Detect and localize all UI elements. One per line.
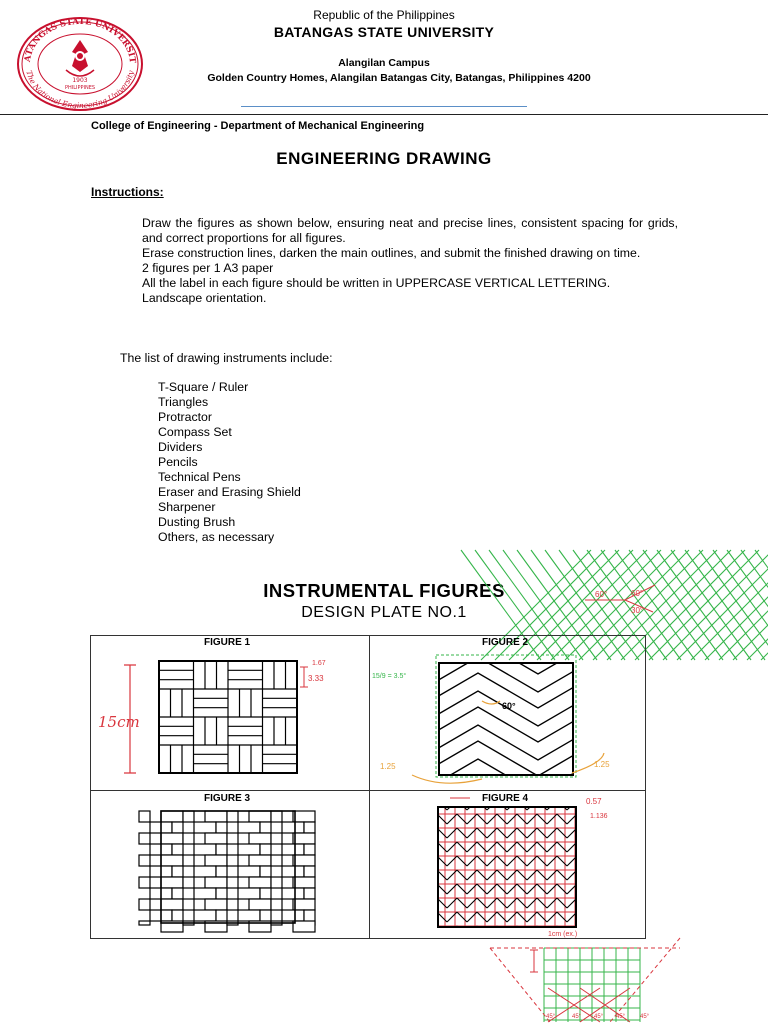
fig3-brick [205,811,227,822]
fig3-brick [172,888,183,899]
fig3-brick [139,811,150,822]
fig2-right-label: 1.25 [594,760,610,769]
fig1-tick-label: 1.67 [312,660,326,667]
fig3-brick [183,811,194,822]
fig3-brick [282,888,304,899]
fig3-brick [205,833,227,844]
fig3-brick [293,833,315,844]
bottom-angle: 45° [640,1014,650,1020]
fig3-brick [172,844,183,855]
seal-year: 1903 [72,77,88,84]
fig3-brick [260,866,271,877]
fig3-brick [293,855,315,866]
fig3-brick [216,844,227,855]
fig3-brick [304,866,315,877]
fig4-herringbone-line [477,940,487,950]
fig3-brick [205,855,227,866]
fig3-brick [249,899,271,910]
fig3-brick [260,844,271,855]
fig3-brick [139,921,150,925]
fig4-herringbone-line [457,940,467,950]
fig3-brick [293,899,315,910]
fig1-cell-label: 3.33 [308,674,324,683]
fig4-herringbone-line [467,940,477,950]
fig2-ratio-label: 15/9 = 3.5° [372,673,407,680]
fig3-brick [139,877,150,888]
fig3-brick [249,811,271,822]
department-line: College of Engineering - Department of Mechanical Engineering [91,120,425,132]
fig2-angle-label: 60° [502,701,516,711]
instruction-item: 2 figures per 1 A3 paper [142,261,274,275]
fig3-brick [271,811,282,822]
grid-angle-a: 60° [595,590,608,599]
fig3-brick [271,855,282,866]
fig3-brick [194,910,216,921]
fig3-brick [194,888,216,899]
fig3-brick [282,866,304,877]
fig3-brick [216,822,227,833]
instrument-item: Others, as necessary [158,530,275,544]
fig3-brick [238,888,260,899]
seal-country: PHILIPPINES [64,85,96,91]
figures-heading: INSTRUMENTAL FIGURES [263,580,505,601]
fig3-brick [172,866,183,877]
bottom-scale-label: 1cm (ex.) [548,931,578,938]
instruments-list [158,380,301,545]
fig3-brick [227,899,238,910]
instrument-item: Protractor [158,410,212,424]
instrument-item: Sharpener [158,500,216,514]
campus-name: Alangilan Campus [338,57,430,69]
fig3-brick [227,833,238,844]
fig3-brick [260,822,271,833]
fig3-brick [161,811,183,822]
seal-bottom-text: The National Engineering University [24,69,136,111]
figure-3-label: FIGURE 3 [204,793,251,804]
fig3-brick [161,877,183,888]
fig3-brick [304,888,315,899]
fig3-brick [293,811,315,822]
fig3-brick [249,833,271,844]
fig3-brick [293,877,315,888]
instrument-item: T-Square / Ruler [158,380,249,394]
fig3-brick [227,811,238,822]
green-grid-line [663,550,768,660]
instrument-item: Dusting Brush [158,515,236,529]
fig3-brick [304,844,315,855]
bottom-angle: 45° [546,1014,556,1020]
fig3-brick [205,877,227,888]
fig3-brick [282,910,304,921]
fig4-top-label: 0.57 [586,797,602,806]
fig3-brick [238,844,260,855]
instrument-item: Pencils [158,455,198,469]
campus-address: Golden Country Homes, Alangilan Batangas City, Batangas, Philippines 4200 [207,72,591,84]
green-grid-line [635,550,745,660]
republic-line: Republic of the Philippines [313,8,455,22]
fig3-brick [304,822,315,833]
figure-3-weave [160,810,296,924]
plate-heading: DESIGN PLATE NO.1 [301,604,467,621]
fig3-brick [139,899,150,910]
fig3-brick [238,822,260,833]
fig3-brick [227,855,238,866]
instrument-item: Dividers [158,440,203,454]
fig3-brick [271,899,282,910]
fig3-brick [194,844,216,855]
fig3-brick [183,855,194,866]
fig3-brick [216,888,227,899]
header-rule [0,114,768,115]
instrument-item: Compass Set [158,425,232,439]
header-divider [241,106,527,107]
green-grid-line [699,550,768,660]
seal-top-text: BATANGAS STATE UNIVERSITY [12,9,138,64]
instrument-item: Triangles [158,395,209,409]
instruction-item: Draw the figures as shown below, ensuring neat and precise lines, consistent spacing for grids, and correct proportions for all figures. [142,216,678,245]
grid-angle-c: 30° [631,606,644,615]
fig3-brick [271,877,282,888]
fig3-brick [216,866,227,877]
fig3-brick [238,866,260,877]
instructions-heading: Instructions: [91,185,164,199]
fig2-left-label: 1.25 [380,762,396,771]
fig3-brick [194,822,216,833]
instruments-intro: The list of drawing instruments include: [120,351,333,365]
board-vertical-divider [369,635,370,939]
figure-1-annotations [96,655,326,785]
instructions-list [142,216,678,306]
instrument-item: Eraser and Erasing Shield [158,485,301,499]
green-grid-line [727,550,768,660]
fig3-brick [139,833,150,844]
university-name: BATANGAS STATE UNIVERSITY [273,24,495,40]
fig3-brick [205,899,227,910]
fig3-brick [183,833,194,844]
green-grid-line [649,550,759,660]
instruction-item: Erase construction lines, darken the main outlines, and submit the finished drawing on time. [142,246,641,260]
figure-2-label: FIGURE 2 [482,637,529,648]
bottom-angle: 45° [594,1014,604,1020]
fig3-brick [238,910,260,921]
figure-4-annotations [430,790,640,830]
fig3-brick [282,822,304,833]
fig3-brick [183,899,194,910]
grid-angle-b: 60° [631,589,644,598]
fig3-brick [194,866,216,877]
fig4-herringbone-line [437,940,447,950]
fig3-brick [260,888,271,899]
fig3-brick [271,833,282,844]
fig3-brick [249,855,271,866]
instrument-item: Technical Pens [158,470,241,484]
fig3-brick [139,855,150,866]
figure-4-label: FIGURE 4 [482,793,529,804]
fig3-brick [249,877,271,888]
fig3-brick [227,877,238,888]
fig3-brick [161,833,183,844]
fig3-brick [282,844,304,855]
sketch-construction-bottom [490,928,690,1022]
fig3-brick [183,877,194,888]
instruction-item: Landscape orientation. [142,291,267,305]
figure-2-annotations [372,645,642,795]
fig1-height-label: 15cm [98,713,140,731]
bottom-angle: 45° [572,1014,582,1020]
instruction-item: All the label in each figure should be written in UPPERCASE VERTICAL LETTERING. [142,276,611,290]
fig3-brick [293,921,315,932]
fig3-brick [161,855,183,866]
fig3-brick [161,899,183,910]
fig4-herringbone-line [447,940,457,950]
figure-1-label: FIGURE 1 [204,637,251,648]
fig4-right-label: 1.136 [590,813,608,820]
fig3-brick [172,822,183,833]
bottom-angle: 45° [616,1014,626,1020]
document-title: ENGINEERING DRAWING [276,149,492,168]
